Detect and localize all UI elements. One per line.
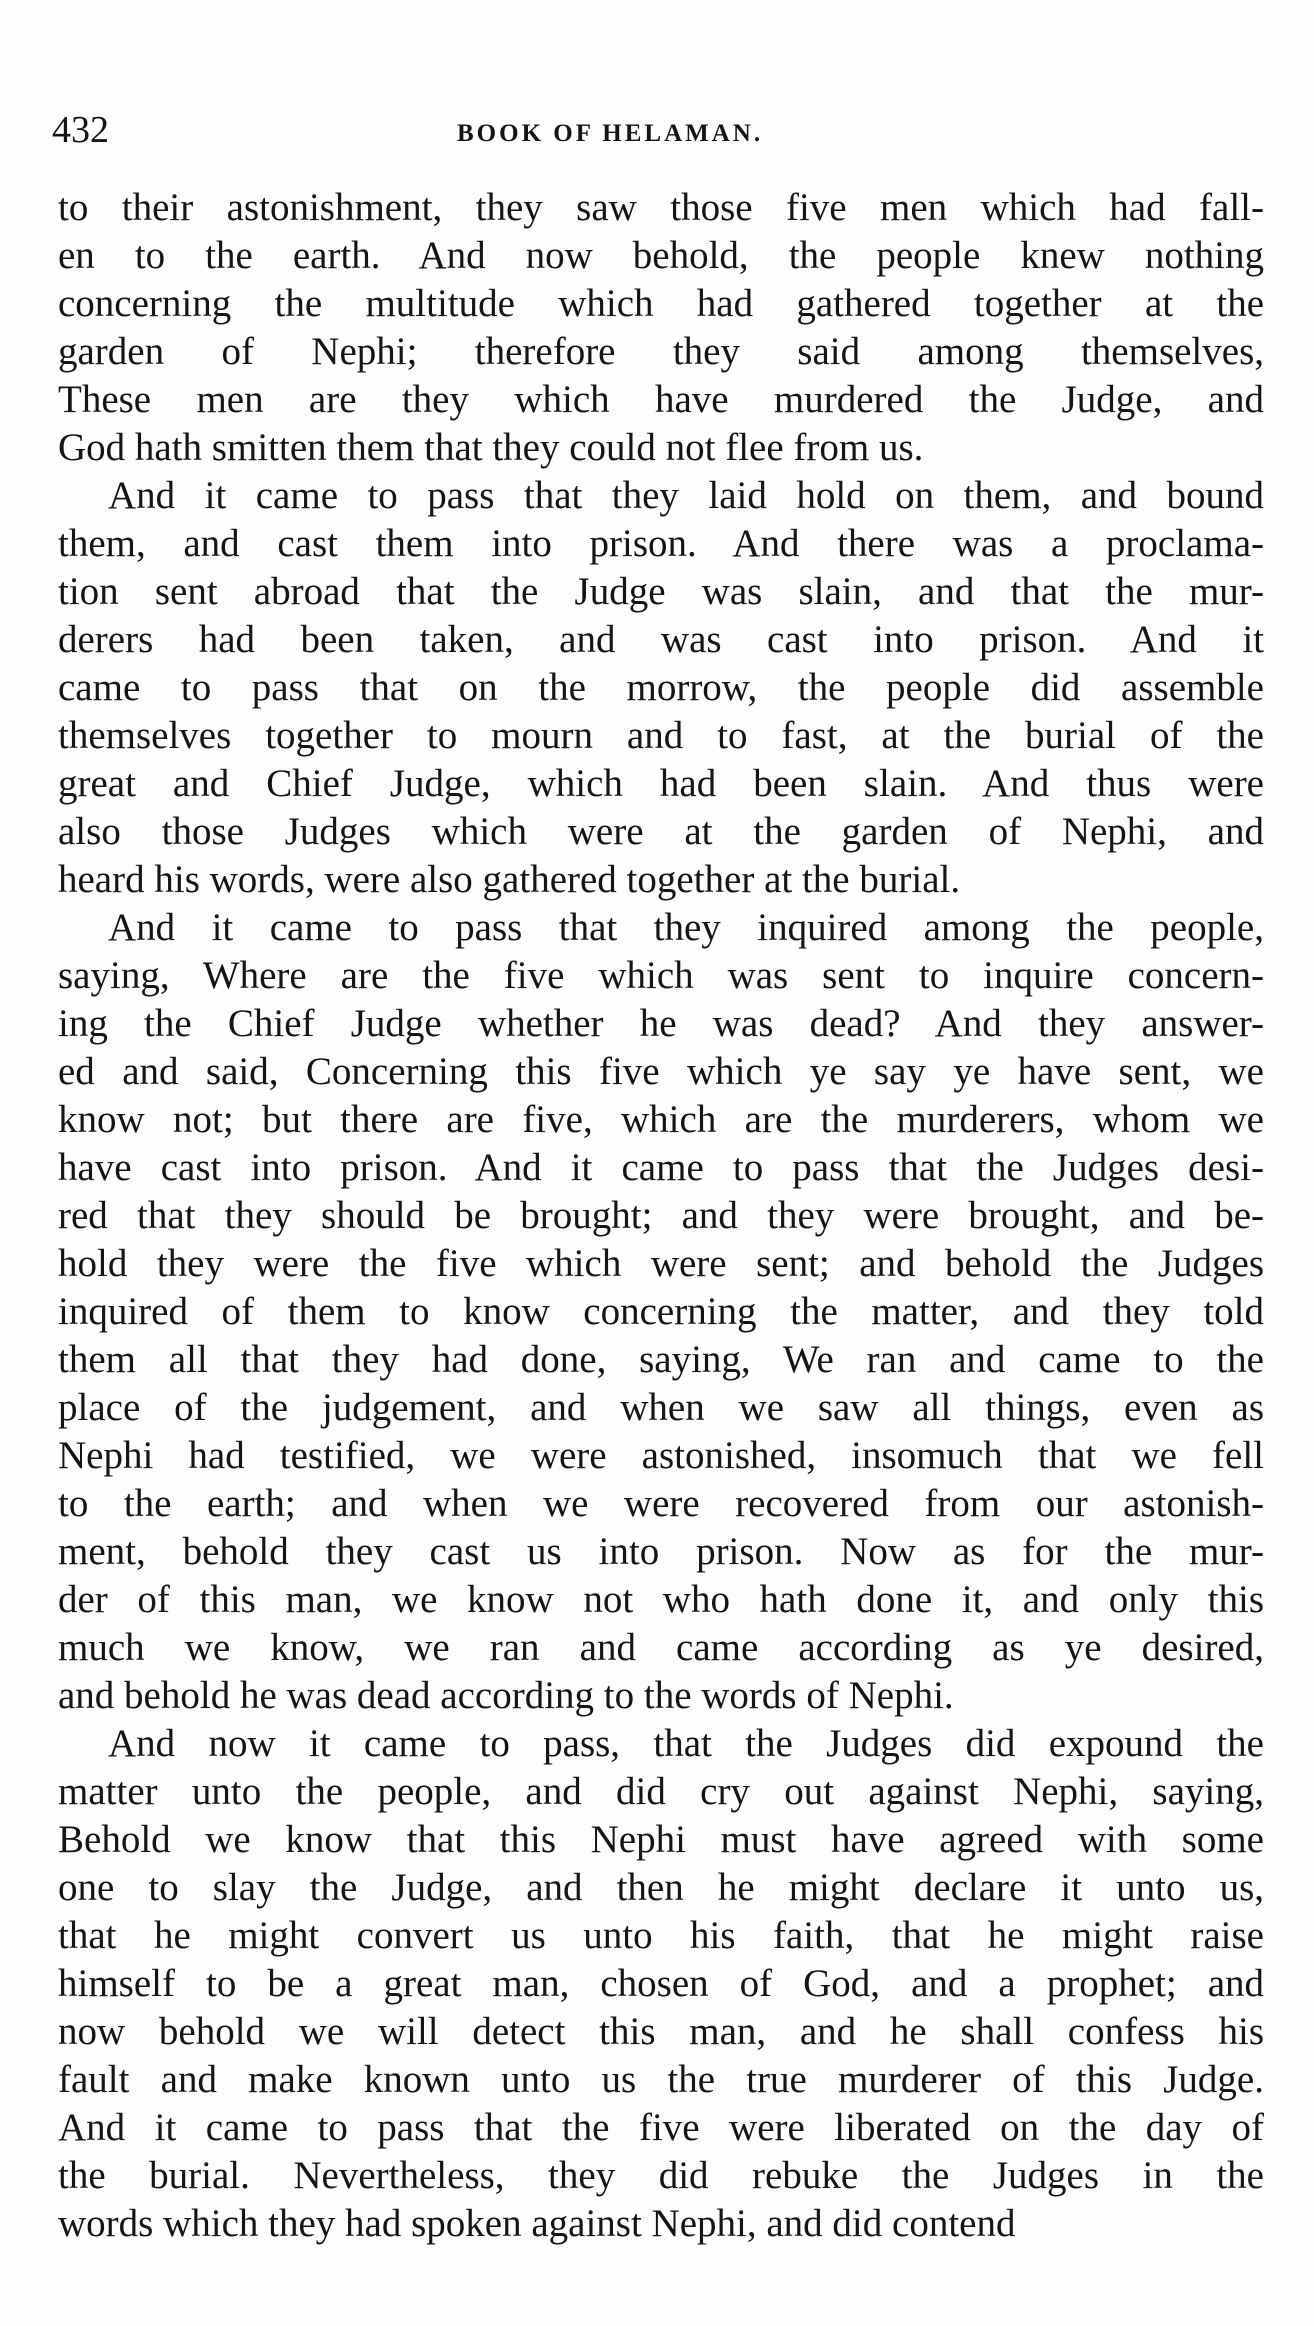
text-line: matter unto the people, and did cry out against Nephi, saying, bbox=[58, 1770, 1264, 1813]
text-line: and behold he was dead according to the words of Nephi. bbox=[58, 1674, 954, 1717]
text-line: And it came to pass that they laid hold on them, and bound bbox=[108, 474, 1264, 517]
text-line: heard his words, were also gathered together at the burial. bbox=[58, 858, 961, 901]
text-line: also those Judges which were at the garden of Nephi, and bbox=[58, 810, 1264, 853]
paragraph bbox=[58, 472, 1264, 904]
text-line: concerning the multitude which had gathered together at the bbox=[58, 282, 1264, 325]
text-line: Nephi had testified, we were astonished, insomuch that we fell bbox=[58, 1434, 1264, 1477]
text-line: red that they should be brought; and they were brought, and be- bbox=[58, 1194, 1264, 1237]
paragraph bbox=[58, 904, 1264, 1720]
text-line: saying, Where are the five which was sent to inquire concern- bbox=[58, 954, 1264, 997]
text-line: now behold we will detect this man, and he shall confess his bbox=[58, 2010, 1264, 2053]
text-line: Behold we know that this Nephi must have agreed with some bbox=[58, 1818, 1264, 1861]
text-line: der of this man, we know not who hath done it, and only this bbox=[58, 1578, 1264, 1621]
text-line: inquired of them to know concerning the matter, and they told bbox=[58, 1290, 1264, 1333]
text-line: ing the Chief Judge whether he was dead? And they answer- bbox=[58, 1002, 1264, 1045]
text-line: And it came to pass that the five were liberated on the day of bbox=[58, 2106, 1264, 2149]
text-line: en to the earth. And now behold, the people knew nothing bbox=[58, 234, 1264, 277]
text-line: God hath smitten them that they could not flee from us. bbox=[58, 426, 924, 469]
text-line: to the earth; and when we were recovered from our astonish- bbox=[58, 1482, 1264, 1525]
text-line: And it came to pass that they inquired among the people, bbox=[108, 906, 1264, 949]
text-line: much we know, we ran and came according as ye desired, bbox=[58, 1626, 1264, 1669]
text-line: words which they had spoken against Nephi, and did contend bbox=[58, 2202, 1016, 2245]
text-line: know not; but there are five, which are the murderers, whom we bbox=[58, 1098, 1264, 1141]
text-line: place of the judgement, and when we saw all things, even as bbox=[58, 1386, 1264, 1429]
text-line: And now it came to pass, that the Judges did expound the bbox=[108, 1722, 1264, 1765]
text-line: themselves together to mourn and to fast, at the burial of the bbox=[58, 714, 1264, 757]
text-line: them all that they had done, saying, We ran and came to the bbox=[58, 1338, 1264, 1381]
text-line: that he might convert us unto his faith, that he might raise bbox=[58, 1914, 1264, 1957]
page-header bbox=[52, 100, 1252, 160]
text-line: fault and make known unto us the true murderer of this Judge. bbox=[58, 2058, 1264, 2101]
text-line: them, and cast them into prison. And there was a proclama- bbox=[58, 522, 1264, 565]
text-line: the burial. Nevertheless, they did rebuke the Judges in the bbox=[58, 2154, 1264, 2197]
text-line: one to slay the Judge, and then he might declare it unto us, bbox=[58, 1866, 1264, 1909]
text-line: came to pass that on the morrow, the people did assemble bbox=[58, 666, 1264, 709]
text-line: tion sent abroad that the Judge was slain, and that the mur- bbox=[58, 570, 1264, 613]
text-line: garden of Nephi; therefore they said among themselves, bbox=[58, 330, 1264, 373]
text-line: hold they were the five which were sent; and behold the Judges bbox=[58, 1242, 1264, 1285]
text-line: to their astonishment, they saw those five men which had fall- bbox=[58, 186, 1264, 229]
page-number: 432 bbox=[52, 109, 109, 151]
paragraph bbox=[58, 184, 1264, 472]
text-line: derers had been taken, and was cast into prison. And it bbox=[58, 618, 1264, 661]
paragraph bbox=[58, 1720, 1264, 2248]
body-text bbox=[58, 184, 1264, 2248]
text-line: have cast into prison. And it came to pass that the Judges desi- bbox=[58, 1146, 1264, 1189]
text-line: great and Chief Judge, which had been slain. And thus were bbox=[58, 762, 1264, 805]
text-line: himself to be a great man, chosen of God, and a prophet; and bbox=[58, 1962, 1264, 2005]
text-line: These men are they which have murdered the Judge, and bbox=[58, 378, 1264, 421]
running-head: BOOK OF HELAMAN. bbox=[457, 120, 764, 147]
text-line: ed and said, Concerning this five which ye say ye have sent, we bbox=[58, 1050, 1264, 1093]
text-line: ment, behold they cast us into prison. Now as for the mur- bbox=[58, 1530, 1264, 1573]
